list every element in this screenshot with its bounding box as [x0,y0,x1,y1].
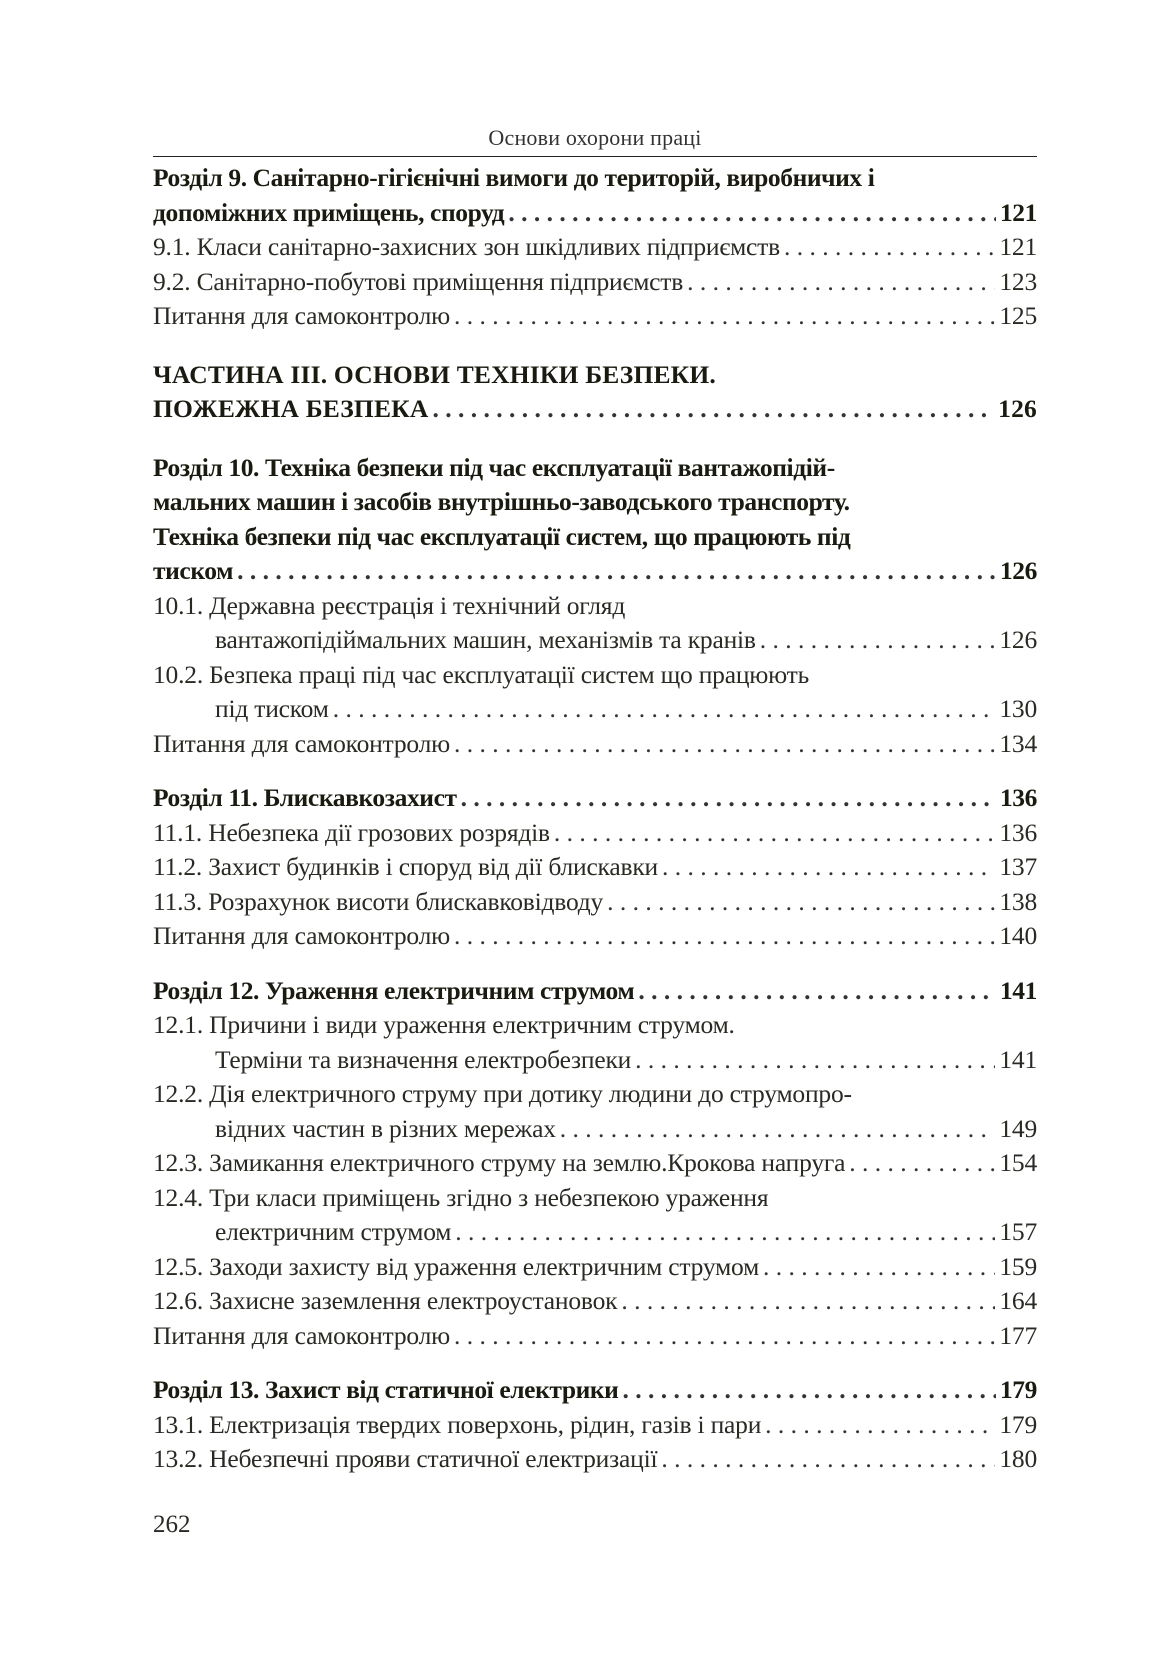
entry-text: 11.1. Небезпека дії грозових розрядів [153,817,550,847]
page-number: 154 [999,1148,1037,1177]
page-number: 130 [999,694,1037,723]
toc-entry-9-1[interactable] [153,230,1037,265]
entry-text: Питання для самоконтролю [153,301,450,330]
dot-leader [638,974,996,1009]
toc-entry-section-13[interactable] [153,1373,1037,1408]
spacer [153,334,1037,358]
toc-entry-10-2-line1: 10.2. Безпека праці під час експлуатації систем що працюють [153,659,810,689]
dot-leader [454,919,995,954]
toc-entry-11-3[interactable] [153,885,1037,920]
dot-leader [432,392,994,427]
toc-entry-10-questions[interactable] [153,727,1037,762]
toc-entry-12-4[interactable] [153,1215,1037,1250]
page-number: 126 [999,625,1037,654]
toc-entry-9-questions[interactable] [153,299,1037,334]
toc-entry-12-2-line1: 12.2. Дія електричного струму при дотику людини до струмопро- [153,1079,852,1108]
page-number: 126 [998,394,1037,423]
dot-leader [454,299,995,334]
dot-leader [455,1215,995,1250]
dot-leader [849,1146,995,1181]
dot-leader [784,230,995,265]
dot-leader [508,196,996,231]
page-number: 134 [999,728,1037,758]
spacer [153,427,1037,451]
dot-leader [763,1250,995,1285]
toc-entry-section-9[interactable] [153,196,1037,231]
toc-entry-12-6[interactable] [153,1284,1037,1319]
page-number: 125 [999,301,1037,330]
entry-text: ПОЖЕЖНА БЕЗПЕКА [153,394,429,423]
toc-entry-13-1[interactable] [153,1408,1037,1443]
toc-entry-12-4-line1: 12.4. Три класи приміщень згідно з небезпекою ураження [153,1182,769,1212]
page-number: 138 [999,886,1037,916]
toc-entry-12-1-line1: 12.1. Причини і види ураження електричним струмом. [153,1010,735,1039]
table-of-contents [153,161,1037,1477]
page-number: 140 [999,921,1037,950]
dot-leader [333,692,996,727]
dot-leader [687,265,995,300]
entry-text: 13.1. Електризація твердих поверхонь, рідин, газів і пари [153,1409,762,1439]
section-10-title-line1: Розділ 10. Техніка безпеки під час експлуатації вантажопідій- [153,452,835,482]
toc-entry-section-10[interactable] [153,554,1037,589]
running-header: Основи охорони праці [488,125,702,150]
entry-text: 12.5. Заходи захисту від ураження електричним струмом [153,1251,760,1281]
toc-entry-12-questions[interactable] [153,1319,1037,1354]
toc-entry-12-5[interactable] [153,1250,1037,1285]
page-number: 180 [999,1444,1037,1473]
page-number: 141 [999,975,1037,1005]
page-number: 141 [999,1044,1037,1074]
page-number: 157 [999,1217,1037,1246]
page-number: 136 [999,783,1037,812]
toc-entry-12-2[interactable] [153,1112,1037,1147]
part-3-title-line1: ЧАСТИНА ІІІ. ОСНОВИ ТЕХНІКИ БЕЗПЕКИ. [153,359,716,389]
entry-text: під тиском [215,694,329,723]
toc-page [153,120,1037,1477]
section-10-title-line2: мальних машин і засобів внутрішньо-заводського транспорту. [153,487,850,516]
toc-entry-11-1[interactable] [153,816,1037,851]
entry-text: 9.2. Санітарно-побутові приміщення підприємств [153,266,684,296]
entry-text: відних частин в різних мережах [215,1113,556,1143]
dot-leader [454,727,995,762]
toc-entry-10-1[interactable] [153,623,1037,658]
page-number: 177 [999,1320,1037,1350]
toc-entry-section-12[interactable] [153,974,1037,1009]
toc-entry-11-questions[interactable] [153,919,1037,954]
dot-leader [237,554,996,589]
toc-entry-12-3[interactable] [153,1146,1037,1181]
page-number-footer: 262 [153,1511,191,1538]
dot-leader [607,885,995,920]
entry-text: Розділ 13. Захист від статичної електрики [153,1375,619,1404]
toc-entry-11-2[interactable] [153,850,1037,885]
page-number: 121 [999,197,1037,227]
entry-text: 9.1. Класи санітарно-захисних зон шкідливих підприємств [153,232,780,261]
page-number: 136 [999,817,1037,847]
dot-leader [554,816,995,851]
dot-leader [765,1408,995,1443]
dot-leader [635,1043,995,1078]
entry-text: 11.2. Захист будинків і споруд від дії блискавки [153,852,658,881]
entry-text: тиском [153,556,234,585]
dot-leader [560,1112,996,1147]
dot-leader [461,781,996,816]
page-number: 121 [999,232,1037,261]
entry-text: 12.3. Замикання електричного струму на землю.Крокова напруга [153,1148,846,1177]
page-number: 149 [999,1113,1037,1143]
toc-entry-part-3[interactable] [153,392,1037,427]
entry-text: допоміжних приміщень, споруд [153,197,505,227]
toc-entry-section-11[interactable] [153,781,1037,816]
dot-leader [621,1284,995,1319]
entry-text: Терміни та визначення електробезпеки [215,1044,632,1074]
dot-leader [661,1442,995,1477]
page-number: 164 [999,1286,1037,1315]
toc-entry-13-2[interactable] [153,1442,1037,1477]
entry-text: електричним струмом [215,1217,452,1246]
entry-text: вантажопідіймальних машин, механізмів та кранів [215,625,756,654]
page-number: 179 [999,1375,1037,1404]
section-9-title-line1: Розділ 9. Санітарно-гігієнічні вимоги до територій, виробничих і [153,163,875,192]
toc-entry-9-2[interactable] [153,265,1037,300]
toc-entry-10-2[interactable] [153,692,1037,727]
spacer [153,761,1037,781]
entry-text: Питання для самоконтролю [153,1320,450,1350]
page-number: 159 [999,1251,1037,1281]
entry-text: Розділ 11. Блискавкозахист [153,783,457,812]
entry-text: Питання для самоконтролю [153,921,450,950]
entry-text: 13.2. Небезпечні прояви статичної електризації [153,1444,658,1473]
section-10-title-line3: Техніка безпеки під час експлуатації систем, що працюють під [153,521,851,551]
entry-text: Розділ 12. Ураження електричним струмом [153,975,635,1005]
spacer [153,954,1037,974]
page-number: 123 [999,266,1037,296]
dot-leader [662,850,995,885]
page-number: 126 [999,556,1037,585]
header-rule [153,156,1037,157]
toc-entry-12-1[interactable] [153,1043,1037,1078]
entry-text: Питання для самоконтролю [153,728,450,758]
toc-entry-10-1-line1: 10.1. Державна реєстрація і технічний огляд [153,590,626,620]
dot-leader [622,1373,995,1408]
entry-text: 12.6. Захисне заземлення електроустановок [153,1286,618,1315]
page-number: 137 [999,852,1037,881]
spacer [153,1353,1037,1373]
dot-leader [454,1319,995,1354]
dot-leader [760,623,996,658]
page-number: 179 [999,1409,1037,1439]
entry-text: 11.3. Розрахунок висоти блискавковідводу [153,886,604,916]
